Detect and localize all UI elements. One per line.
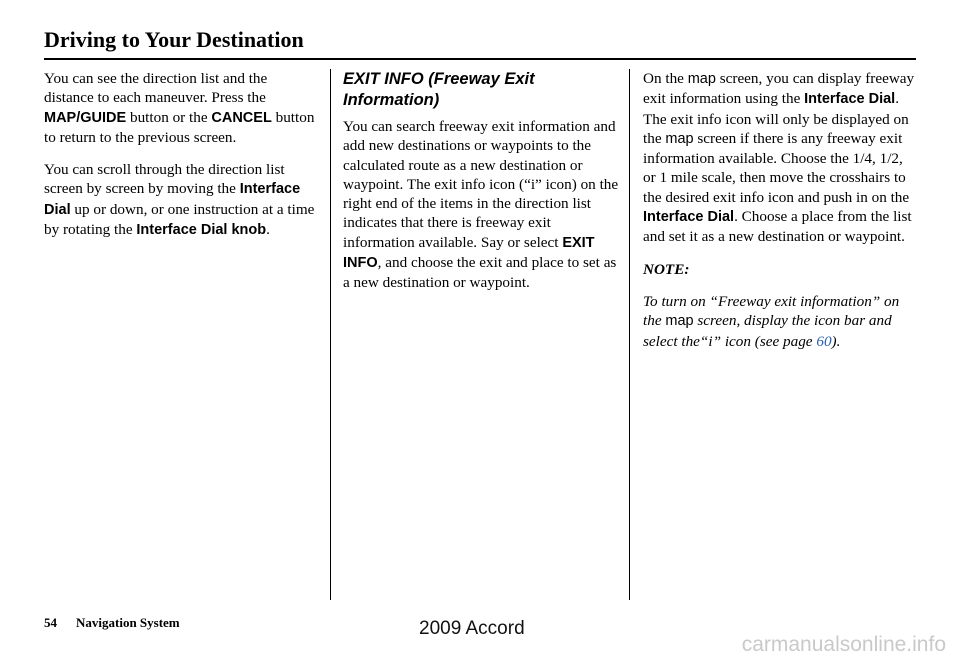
text: ). <box>831 332 841 350</box>
column-divider <box>330 69 331 600</box>
paragraph-map-screen <box>643 69 919 247</box>
text: To turn on “Freeway exit information” on the <box>643 292 900 330</box>
map-guide-button-label: MAP/GUIDE <box>44 109 127 126</box>
text: screen, you can display freeway exit information using the <box>643 70 915 108</box>
column-2 <box>343 69 619 306</box>
text: . Choose a place from the list and set it as a new destination or waypoint. <box>643 208 912 246</box>
paragraph-exit-info <box>343 117 619 293</box>
text: You can see the direction list and the distance to each maneuver. Press the <box>44 70 268 107</box>
text: button or the <box>126 108 212 126</box>
column-1 <box>44 69 320 253</box>
interface-dial-label: Interface Dial <box>643 209 735 226</box>
interface-dial-label: Interface Dial <box>44 181 301 218</box>
page-reference-link[interactable]: 60 <box>816 332 832 350</box>
exit-info-label: EXIT INFO <box>343 234 595 272</box>
footer-title: Navigation System <box>76 615 180 630</box>
text: . The exit info icon will only be displayed on the <box>643 90 909 147</box>
text: On the <box>643 70 688 87</box>
text: screen if there is any freeway exit information available. Choose the 1/4, 1/2, or 1 mile scale, then move the crosshairs to the desired exit info icon and push in on the <box>643 129 910 206</box>
note-text <box>643 292 919 351</box>
title-rule <box>44 58 916 60</box>
text: You can search freeway exit information and add new destinations or waypoints to the calculated route as a new destination or waypoint. The exit info icon (“i” icon) on the right end of the items in the direction list indicates that there is freeway exit information available. Say or select <box>343 118 619 251</box>
watermark-text: carmanualsonline.info <box>741 633 946 656</box>
column-3 <box>643 69 919 364</box>
column-divider <box>629 69 630 600</box>
note-label: NOTE: <box>643 260 690 278</box>
text: , and choose the exit and place to set as a new destination or waypoint. <box>343 254 617 292</box>
cancel-button-label: CANCEL <box>211 109 272 126</box>
map-label: map <box>687 71 716 87</box>
footer-page-number: 54 <box>44 615 57 630</box>
map-label: map <box>665 130 694 147</box>
text: up or down, or one instruction at a time by rotating the <box>44 200 315 239</box>
text: button to return to the previous screen. <box>44 108 315 146</box>
text: You can scroll through the direction list screen by screen by moving the <box>44 161 285 198</box>
paragraph-direction-list <box>44 69 320 147</box>
footer-model: 2009 Accord <box>419 618 525 639</box>
interface-dial-knob-label: Interface Dial knob <box>136 222 267 239</box>
section-heading: EXIT INFO (Freeway Exit Information) <box>343 70 535 109</box>
page-title: Driving to Your Destination <box>44 27 304 52</box>
text: screen, display the icon bar and select the“i” icon (see page <box>643 312 892 350</box>
text: . <box>266 221 270 239</box>
map-label: map <box>665 313 694 330</box>
interface-dial-label: Interface Dial <box>804 91 896 108</box>
paragraph-scroll <box>44 160 320 240</box>
